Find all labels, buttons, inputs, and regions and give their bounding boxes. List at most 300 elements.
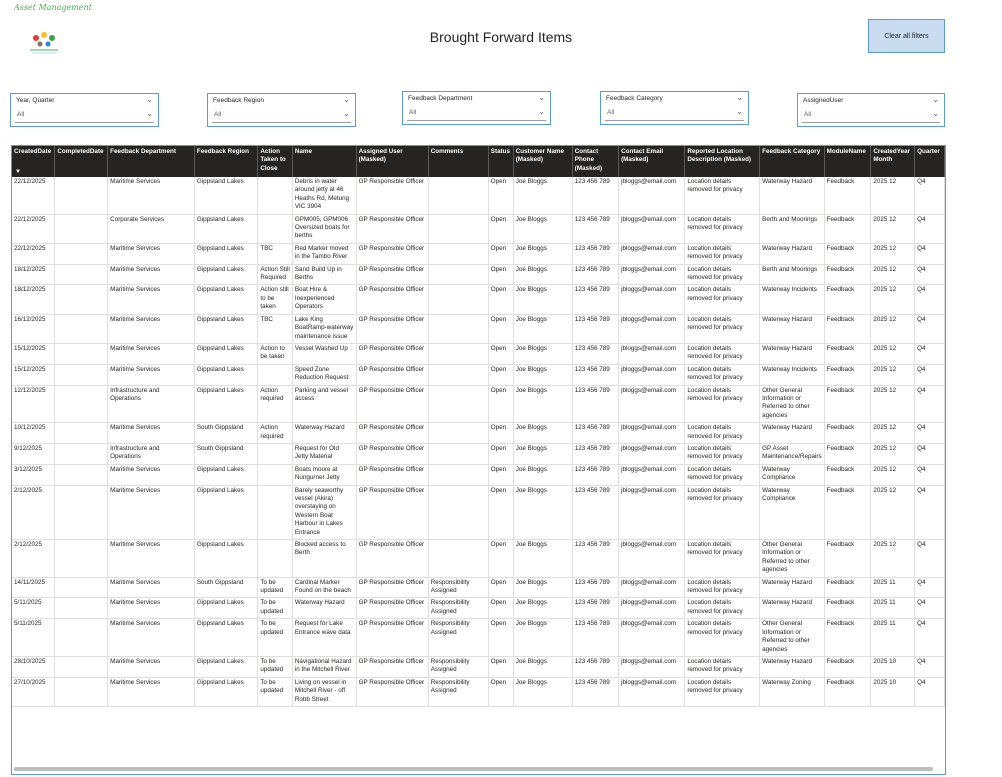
- table-cell: TBC: [258, 243, 293, 264]
- table-cell: Location details removed for privacy: [685, 619, 760, 657]
- table-cell: 2025 10: [871, 656, 915, 677]
- table-cell: Boat Hire & Inexperienced Operators: [292, 285, 356, 314]
- table-cell: jbloggs@email.com: [619, 540, 685, 578]
- table-cell: [258, 443, 293, 464]
- table-cell: Maritime Services: [108, 177, 195, 214]
- table-cell: Feedback: [824, 443, 871, 464]
- table-cell: [55, 577, 108, 598]
- table-cell: Location details removed for privacy: [685, 485, 760, 539]
- table-cell: Other General Information or Referred to other agencies: [760, 385, 825, 423]
- table-cell: Waterway Hazard: [760, 577, 825, 598]
- table-cell: Maritime Services: [108, 243, 195, 264]
- table-cell: Gippsland Lakes: [194, 677, 258, 706]
- column-header[interactable]: ModuleName: [824, 146, 871, 177]
- table-cell: 2025 12: [871, 464, 915, 485]
- table-cell: Waterway Hazard: [760, 423, 825, 444]
- table-cell: Q4: [915, 464, 945, 485]
- table-cell: [55, 656, 108, 677]
- slicer-dropdown[interactable]: [407, 106, 546, 121]
- table-cell: GP Responsible Officer: [356, 577, 428, 598]
- table-cell: [258, 485, 293, 539]
- table-cell: 28/10/2025: [12, 656, 55, 677]
- table-cell: Joe Bloggs: [513, 485, 572, 539]
- table-cell: jbloggs@email.com: [619, 364, 685, 385]
- table-cell: Open: [488, 577, 513, 598]
- logo-text: Asset Management: [14, 3, 92, 12]
- table-header-row: [12, 146, 945, 177]
- table-row[interactable]: [12, 443, 945, 464]
- table-cell: Location details removed for privacy: [685, 177, 760, 214]
- column-header[interactable]: CreatedYear Month: [871, 146, 915, 177]
- table-row[interactable]: [12, 656, 945, 677]
- table-cell: Parking and vessel access: [292, 385, 356, 423]
- table-cell: 22/12/2025: [12, 214, 55, 243]
- table-cell: Open: [488, 264, 513, 285]
- table-cell: Action required: [258, 385, 293, 423]
- column-header[interactable]: Contact Phone (Masked): [572, 146, 618, 177]
- table-cell: Request for Old Jetty Material: [292, 443, 356, 464]
- table-cell: Maritime Services: [108, 343, 195, 364]
- table-cell: [55, 243, 108, 264]
- table-cell: GP Responsible Officer: [356, 423, 428, 444]
- table-row[interactable]: [12, 423, 945, 444]
- table-cell: Location details removed for privacy: [685, 464, 760, 485]
- table-cell: Feedback: [824, 485, 871, 539]
- table-cell: Open: [488, 443, 513, 464]
- table-cell: Feedback: [824, 423, 871, 444]
- table-cell: Responsibility Assigned: [428, 656, 488, 677]
- slicer-year-quarter: [10, 93, 159, 127]
- column-header[interactable]: Comments: [428, 146, 488, 177]
- table-cell: Request for Lake Entrance wave data: [292, 619, 356, 657]
- column-header[interactable]: Contact Email (Masked): [619, 146, 685, 177]
- table-row[interactable]: [12, 540, 945, 578]
- table-cell: 123 456 789: [572, 177, 618, 214]
- table-cell: Feedback: [824, 540, 871, 578]
- table-cell: 12/12/2025: [12, 385, 55, 423]
- table-cell: Joe Bloggs: [513, 423, 572, 444]
- table-cell: Maritime Services: [108, 619, 195, 657]
- table-cell: [55, 364, 108, 385]
- table-cell: 2025 12: [871, 540, 915, 578]
- slicer-dropdown[interactable]: [212, 108, 351, 123]
- table-row[interactable]: [12, 314, 945, 343]
- slicer-label: Year, Quarter: [16, 97, 55, 104]
- table-cell: Gippsland Lakes: [194, 364, 258, 385]
- table-cell: South Gippsland: [194, 443, 258, 464]
- column-header[interactable]: Feedback Category: [760, 146, 825, 177]
- table-cell: Waterway Hazard: [760, 656, 825, 677]
- table-row[interactable]: [12, 243, 945, 264]
- table-cell: 2025 11: [871, 598, 915, 619]
- table-cell: 123 456 789: [572, 385, 618, 423]
- table-cell: [428, 423, 488, 444]
- column-header[interactable]: Quarter: [915, 146, 945, 177]
- table-cell: Other General Information or Referred to other agencies: [760, 619, 825, 657]
- table-cell: Q4: [915, 177, 945, 214]
- table-row[interactable]: [12, 598, 945, 619]
- table-cell: Blocked access to Berth: [292, 540, 356, 578]
- table-cell: [428, 364, 488, 385]
- table-cell: [258, 540, 293, 578]
- table-cell: [55, 540, 108, 578]
- table-cell: 123 456 789: [572, 343, 618, 364]
- table-cell: Q4: [915, 314, 945, 343]
- table-cell: jbloggs@email.com: [619, 619, 685, 657]
- table-cell: jbloggs@email.com: [619, 677, 685, 706]
- table-cell: 123 456 789: [572, 214, 618, 243]
- table-cell: Feedback: [824, 598, 871, 619]
- table-cell: GP Responsible Officer: [356, 214, 428, 243]
- table-cell: Joe Bloggs: [513, 464, 572, 485]
- chevron-down-icon[interactable]: ⌄: [146, 95, 153, 104]
- table-cell: 123 456 789: [572, 443, 618, 464]
- table-cell: Q4: [915, 619, 945, 657]
- table-cell: 3/12/2025: [12, 464, 55, 485]
- table-cell: Feedback: [824, 464, 871, 485]
- table-cell: jbloggs@email.com: [619, 464, 685, 485]
- table-cell: [258, 364, 293, 385]
- table-cell: [258, 464, 293, 485]
- table-row[interactable]: [12, 285, 945, 314]
- slicer-value: All: [804, 111, 812, 118]
- table-cell: Joe Bloggs: [513, 619, 572, 657]
- table-cell: Waterway Hazard: [760, 314, 825, 343]
- table-cell: Living on vessel in Mitchell River - off Robb Street: [292, 677, 356, 706]
- table-cell: Waterway Incidents: [760, 285, 825, 314]
- table-cell: To be updated: [258, 656, 293, 677]
- table-cell: 22/12/2025: [12, 243, 55, 264]
- table-cell: Maritime Services: [108, 677, 195, 706]
- table-cell: [428, 540, 488, 578]
- column-header[interactable]: Reported Location Description (Masked): [685, 146, 760, 177]
- table-cell: Open: [488, 385, 513, 423]
- table-cell: [428, 243, 488, 264]
- table-cell: Joe Bloggs: [513, 577, 572, 598]
- table-cell: Maritime Services: [108, 423, 195, 444]
- table-cell: To be updated: [258, 677, 293, 706]
- table-cell: Gippsland Lakes: [194, 540, 258, 578]
- table-cell: Feedback: [824, 577, 871, 598]
- table-row[interactable]: [12, 214, 945, 243]
- table-cell: 123 456 789: [572, 464, 618, 485]
- table-cell: [428, 214, 488, 243]
- table-cell: jbloggs@email.com: [619, 243, 685, 264]
- table-cell: Waterway Hazard: [760, 343, 825, 364]
- table-cell: Joe Bloggs: [513, 343, 572, 364]
- table-row[interactable]: [12, 343, 945, 364]
- table-cell: Gippsland Lakes: [194, 485, 258, 539]
- table-row[interactable]: [12, 385, 945, 423]
- table-cell: Q4: [915, 443, 945, 464]
- table-cell: 123 456 789: [572, 423, 618, 444]
- table-cell: GP Responsible Officer: [356, 677, 428, 706]
- table-cell: Gippsland Lakes: [194, 285, 258, 314]
- table-cell: Speed Zone Reduction Request: [292, 364, 356, 385]
- table-cell: 2025 12: [871, 485, 915, 539]
- table-cell: Red Marker moved in the Tambo River: [292, 243, 356, 264]
- table-cell: 2025 12: [871, 243, 915, 264]
- table-cell: Location details removed for privacy: [685, 364, 760, 385]
- slicer-label: AssignedUser: [803, 97, 844, 104]
- table-cell: Location details removed for privacy: [685, 423, 760, 444]
- table-cell: Other General Information or Referred to other agencies: [760, 540, 825, 578]
- table-cell: Q4: [915, 364, 945, 385]
- data-table: [12, 146, 945, 707]
- column-header[interactable]: Feedback Department: [108, 146, 195, 177]
- table-cell: Joe Bloggs: [513, 385, 572, 423]
- chevron-down-icon[interactable]: ⌄: [932, 95, 939, 104]
- column-header[interactable]: Assigned User (Masked): [356, 146, 428, 177]
- table-cell: 123 456 789: [572, 364, 618, 385]
- table-cell: 2025 12: [871, 385, 915, 423]
- table-cell: Location details removed for privacy: [685, 343, 760, 364]
- table-row[interactable]: [12, 577, 945, 598]
- table-cell: Gippsland Lakes: [194, 214, 258, 243]
- table-cell: Feedback: [824, 243, 871, 264]
- table-cell: Q4: [915, 385, 945, 423]
- table-cell: Q4: [915, 285, 945, 314]
- column-header[interactable]: Action Taken to Close: [258, 146, 293, 177]
- table-cell: Gippsland Lakes: [194, 243, 258, 264]
- table-cell: Responsibility Assigned: [428, 577, 488, 598]
- table-cell: To be updated: [258, 598, 293, 619]
- table-cell: [428, 285, 488, 314]
- table-cell: GP Asset Maintenance/Repairs: [760, 443, 825, 464]
- slicer-dropdown[interactable]: [605, 106, 744, 121]
- table-cell: Joe Bloggs: [513, 177, 572, 214]
- table-cell: [55, 485, 108, 539]
- table-cell: GP Responsible Officer: [356, 364, 428, 385]
- table-cell: Q4: [915, 598, 945, 619]
- horizontal-scrollbar[interactable]: [14, 767, 933, 771]
- table-cell: Location details removed for privacy: [685, 214, 760, 243]
- slicer-value: All: [409, 109, 417, 116]
- table-cell: GP Responsible Officer: [356, 243, 428, 264]
- table-cell: 2025 11: [871, 619, 915, 657]
- table-cell: Sand Build Up in Berths: [292, 264, 356, 285]
- sort-descending-icon: ▼: [15, 168, 21, 175]
- table-cell: [55, 619, 108, 657]
- table-cell: Responsibility Assigned: [428, 598, 488, 619]
- table-cell: 2025 10: [871, 677, 915, 706]
- table-cell: Q4: [915, 214, 945, 243]
- table-cell: jbloggs@email.com: [619, 656, 685, 677]
- table-cell: [55, 598, 108, 619]
- table-cell: [55, 314, 108, 343]
- table-cell: Joe Bloggs: [513, 243, 572, 264]
- slicer-dropdown[interactable]: [15, 108, 154, 123]
- table-cell: Joe Bloggs: [513, 540, 572, 578]
- table-cell: Navigational Hazard in the Mitchell River: [292, 656, 356, 677]
- table-cell: South Gippsland: [194, 423, 258, 444]
- table-cell: Q4: [915, 423, 945, 444]
- table-row[interactable]: [12, 677, 945, 706]
- table-cell: 123 456 789: [572, 656, 618, 677]
- chevron-down-icon: ⌄: [343, 109, 350, 118]
- table-cell: [428, 443, 488, 464]
- table-cell: [55, 443, 108, 464]
- table-cell: Q4: [915, 540, 945, 578]
- table-cell: 2025 12: [871, 423, 915, 444]
- table-cell: Feedback: [824, 214, 871, 243]
- table-cell: Cardinal Marker Found on the beach: [292, 577, 356, 598]
- table-cell: Action Still Required: [258, 264, 293, 285]
- table-cell: 123 456 789: [572, 540, 618, 578]
- table-cell: [55, 285, 108, 314]
- table-cell: Maritime Services: [108, 364, 195, 385]
- table-cell: Waterway Hazard: [760, 598, 825, 619]
- table-cell: Responsibility Assigned: [428, 619, 488, 657]
- table-cell: Open: [488, 214, 513, 243]
- table-cell: GP Responsible Officer: [356, 264, 428, 285]
- table-cell: GP Responsible Officer: [356, 540, 428, 578]
- slicer-assigned-user: [797, 93, 945, 127]
- table-cell: Feedback: [824, 619, 871, 657]
- table-cell: Q4: [915, 656, 945, 677]
- column-header[interactable]: CompletedDate: [55, 146, 108, 177]
- table-cell: Location details removed for privacy: [685, 264, 760, 285]
- table-cell: 2025 12: [871, 364, 915, 385]
- table-cell: 123 456 789: [572, 577, 618, 598]
- table-cell: Open: [488, 619, 513, 657]
- table-cell: [258, 214, 293, 243]
- table-cell: Open: [488, 540, 513, 578]
- column-header[interactable]: CreatedDate ▼: [12, 146, 55, 177]
- table-cell: [428, 464, 488, 485]
- table-cell: jbloggs@email.com: [619, 214, 685, 243]
- table-cell: Location details removed for privacy: [685, 577, 760, 598]
- table-cell: Location details removed for privacy: [685, 443, 760, 464]
- table-cell: Joe Bloggs: [513, 677, 572, 706]
- table-cell: 123 456 789: [572, 677, 618, 706]
- table-cell: 16/12/2025: [12, 314, 55, 343]
- table-cell: Gippsland Lakes: [194, 464, 258, 485]
- table-cell: 2025 12: [871, 343, 915, 364]
- table-row[interactable]: [12, 464, 945, 485]
- table-cell: jbloggs@email.com: [619, 598, 685, 619]
- table-cell: Open: [488, 598, 513, 619]
- slicer-label: Feedback Region: [213, 97, 264, 104]
- slicer-value: All: [607, 109, 615, 116]
- table-cell: Corporate Services: [108, 214, 195, 243]
- clear-all-filters-button[interactable]: Clear all filters: [868, 19, 945, 53]
- table-cell: 9/12/2025: [12, 443, 55, 464]
- table-cell: 22/12/2025: [12, 177, 55, 214]
- table-cell: Joe Bloggs: [513, 314, 572, 343]
- table-cell: Maritime Services: [108, 540, 195, 578]
- table-row[interactable]: [12, 177, 945, 214]
- table-cell: 123 456 789: [572, 243, 618, 264]
- table-cell: 123 456 789: [572, 485, 618, 539]
- slicer-value: All: [17, 111, 25, 118]
- table-cell: Q4: [915, 243, 945, 264]
- table-cell: [55, 214, 108, 243]
- table-cell: Waterway Hazard: [292, 423, 356, 444]
- table-cell: 15/12/2025: [12, 343, 55, 364]
- table-cell: [55, 464, 108, 485]
- table-cell: 27/10/2025: [12, 677, 55, 706]
- table-cell: To be updated: [258, 577, 293, 598]
- table-cell: Waterway Hazard: [760, 243, 825, 264]
- table-cell: Open: [488, 314, 513, 343]
- column-header[interactable]: Customer Name (Masked): [513, 146, 572, 177]
- table-cell: 2/12/2025: [12, 485, 55, 539]
- table-cell: Waterway Compliance: [760, 464, 825, 485]
- table-cell: Boats moore at Nungurner Jetty: [292, 464, 356, 485]
- table-cell: 18/12/2025: [12, 264, 55, 285]
- table-cell: 2025 12: [871, 214, 915, 243]
- table-cell: Open: [488, 364, 513, 385]
- column-header[interactable]: Feedback Region: [194, 146, 258, 177]
- table-cell: Waterway Zoning: [760, 677, 825, 706]
- table-cell: Maritime Services: [108, 485, 195, 539]
- table-cell: GP Responsible Officer: [356, 177, 428, 214]
- table-row[interactable]: [12, 264, 945, 285]
- table-row[interactable]: [12, 364, 945, 385]
- brought-forward-table[interactable]: [11, 145, 946, 775]
- table-cell: Debris in water around jetty at 46 Heaths Rd, Metung VIC 3904: [292, 177, 356, 214]
- table-cell: Open: [488, 656, 513, 677]
- table-cell: Joe Bloggs: [513, 285, 572, 314]
- table-cell: 15/12/2025: [12, 364, 55, 385]
- chevron-down-icon[interactable]: ⌄: [736, 93, 743, 102]
- table-cell: Feedback: [824, 314, 871, 343]
- column-header[interactable]: Name: [292, 146, 356, 177]
- table-cell: jbloggs@email.com: [619, 314, 685, 343]
- table-cell: [258, 177, 293, 214]
- column-header[interactable]: Status: [488, 146, 513, 177]
- chevron-down-icon: ⌄: [146, 109, 153, 118]
- table-cell: Open: [488, 343, 513, 364]
- table-cell: Location details removed for privacy: [685, 677, 760, 706]
- table-cell: [55, 177, 108, 214]
- slicer-label: Feedback Category: [606, 95, 663, 102]
- chevron-down-icon[interactable]: ⌄: [538, 93, 545, 102]
- table-cell: GP Responsible Officer: [356, 464, 428, 485]
- table-cell: Feedback: [824, 264, 871, 285]
- table-cell: Feedback: [824, 656, 871, 677]
- table-cell: 10/12/2025: [12, 423, 55, 444]
- table-cell: Berth and Moorings: [760, 264, 825, 285]
- table-cell: Joe Bloggs: [513, 364, 572, 385]
- table-cell: Feedback: [824, 677, 871, 706]
- slicer-feedback-category: [600, 91, 749, 125]
- slicer-feedback-region: [207, 93, 356, 127]
- table-cell: [428, 343, 488, 364]
- table-cell: Location details removed for privacy: [685, 314, 760, 343]
- table-cell: jbloggs@email.com: [619, 577, 685, 598]
- table-cell: Maritime Services: [108, 598, 195, 619]
- chevron-down-icon: ⌄: [538, 107, 545, 116]
- table-row[interactable]: [12, 485, 945, 539]
- table-cell: Gippsland Lakes: [194, 177, 258, 214]
- table-cell: Feedback: [824, 177, 871, 214]
- table-cell: Joe Bloggs: [513, 264, 572, 285]
- table-cell: [55, 264, 108, 285]
- table-row[interactable]: [12, 619, 945, 657]
- table-cell: Waterway Compliance: [760, 485, 825, 539]
- table-cell: Location details removed for privacy: [685, 656, 760, 677]
- chevron-down-icon[interactable]: ⌄: [343, 95, 350, 104]
- table-cell: Lake King BoatRamp-waterway maintenance issue: [292, 314, 356, 343]
- table-cell: Location details removed for privacy: [685, 243, 760, 264]
- slicer-dropdown[interactable]: [802, 108, 940, 123]
- table-cell: Q4: [915, 343, 945, 364]
- table-cell: jbloggs@email.com: [619, 285, 685, 314]
- table-cell: Q4: [915, 677, 945, 706]
- table-cell: Action to be taken: [258, 343, 293, 364]
